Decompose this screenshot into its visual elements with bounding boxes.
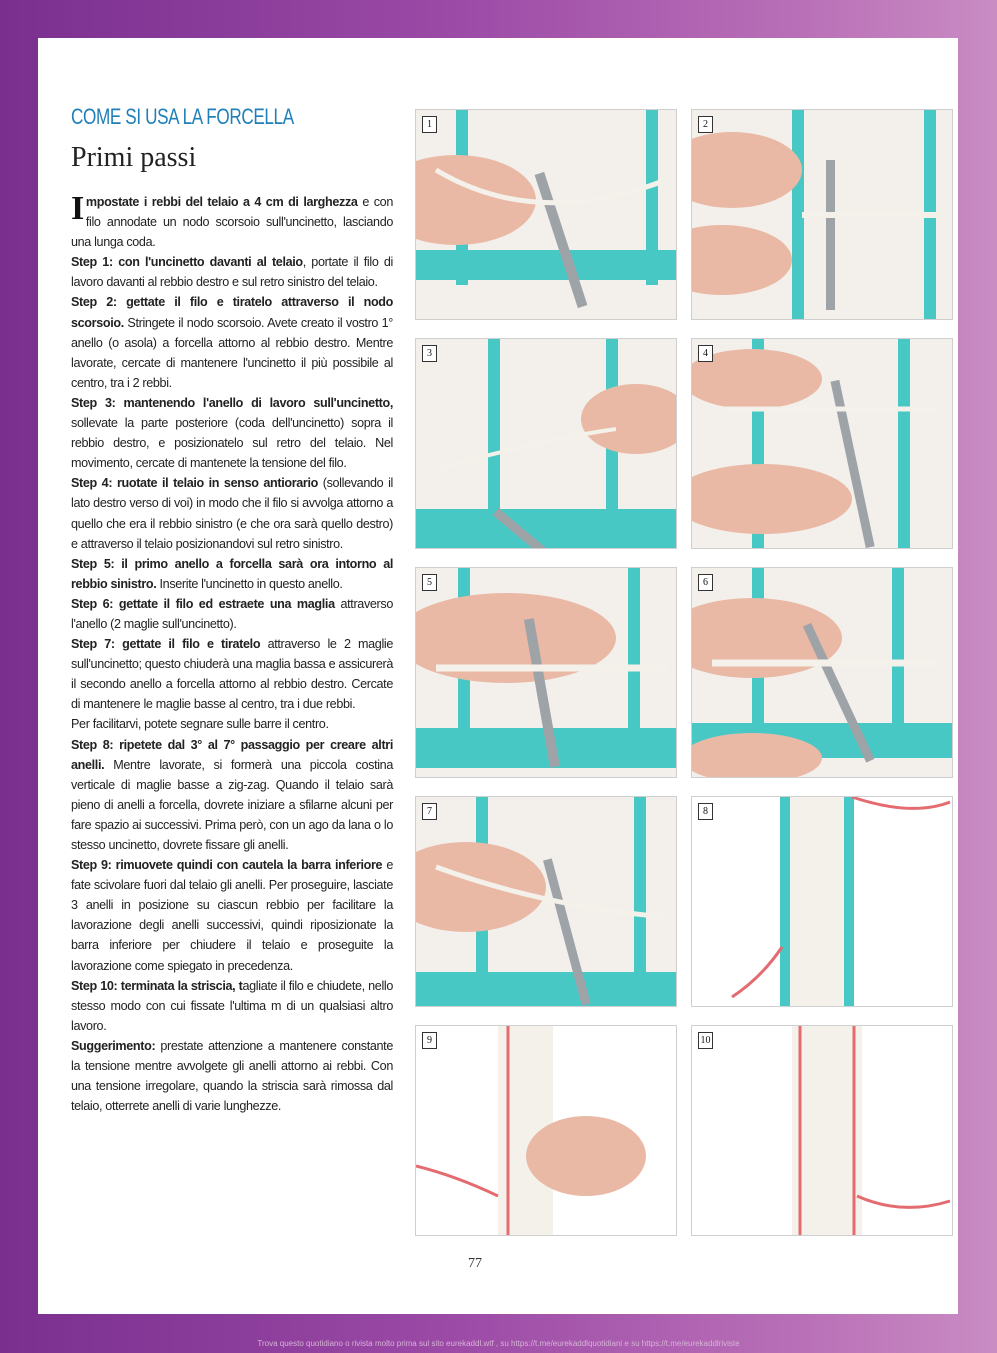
step-paragraph <box>71 473 393 553</box>
step-text: attraverso le 2 maglie sull'uncinetto; questo chiuderà una maglia bassa e assicurerà il secondo anello a forcella attorno al rebbio destro. Cercate di mantenere le maglie basse al centro, tra i due rebbi. <box>71 637 393 712</box>
step-paragraph <box>71 393 393 473</box>
footer-note: Trova questo quotidiano o rivista molto prima sul sito eurekaddl.wtf , su https://t.me/eurekaddlquotidiani e su https://t.me/eurekaddlriviste <box>257 1339 740 1348</box>
photo-number: 6 <box>698 574 713 591</box>
step-text: Stringete il nodo scorsoio. Avete creato il vostro 1° anello (o asola) a forcella attorno al rebbio destro. Mentre lavorate, cercate di mantenere l'uncinetto il più possibile al centro, tra i 2 rebbi. <box>71 315 393 390</box>
step-photo-5 <box>415 567 677 778</box>
intro-paragraph <box>71 192 393 252</box>
loom-photo-illustration <box>692 110 952 319</box>
step-photo-7 <box>415 796 677 1007</box>
step-photo-8 <box>691 796 953 1007</box>
step-photo-3 <box>415 338 677 549</box>
loom-photo-illustration <box>416 568 676 777</box>
step-paragraph <box>71 976 393 1036</box>
step-text: Mentre lavorate, si formerà una piccola costina verticale di maglie basse a zig-zag. Quando il telaio sarà pieno di anelli a forcella, dovrete iniziare a sfilarne alcuni per fare spazio ai successivi. Prima però, con un ago da lana o lo stesso uncinetto, dovrete fissare gli anelli. <box>71 757 393 852</box>
step-bold: Step 6: gettate il filo ed estraete una maglia <box>71 596 335 611</box>
step-paragraph <box>71 292 393 392</box>
step-text: sollevate la parte posteriore (coda dell'uncinetto) sopra il rebbio destro, e posizionatelo sul retro del telaio. Nel movimento, cercate di mantenete la tensione del filo. <box>71 416 393 471</box>
step-paragraph <box>71 594 393 634</box>
loom-photo-illustration <box>692 797 952 1006</box>
step-paragraph <box>71 634 393 714</box>
loom-photo-illustration <box>416 110 676 319</box>
intro-bold: mpostate i rebbi del telaio a 4 cm di larghezza <box>85 195 358 209</box>
tip-paragraph <box>71 1036 393 1116</box>
step-text: e fate scivolare fuori dal telaio gli anelli. Per proseguire, lasciate 3 anelli in posizione su ciascun rebbio per facilitare la lavorazione degli anelli successivi, quindi riposizionate la barra inferiore per chiudere il telaio e proseguite la lavorazione come spiegato in precedenza. <box>71 858 394 973</box>
tip-text: prestate attenzione a mantenere constante la tensione mentre avvolgete gli anelli attorno ai rebbi. Con una tensione irregolare, quando la striscia sarà rimossa dal telaio, otterrete anelli di varie lunghezze. <box>71 1038 393 1114</box>
loom-photo-illustration <box>692 339 952 548</box>
step-photo-2 <box>691 109 953 320</box>
step-bold: Step 7: gettate il filo e tiratelo <box>71 637 261 652</box>
photo-number: 10 <box>698 1032 713 1049</box>
step-bold: Step 10: terminata la striscia, t <box>71 978 243 993</box>
step-paragraph <box>71 714 393 734</box>
step-paragraph <box>71 855 393 976</box>
step-photo-6 <box>691 567 953 778</box>
tip-bold: Suggerimento: <box>71 1038 156 1053</box>
loom-photo-illustration <box>692 568 952 777</box>
photo-number: 5 <box>422 574 437 591</box>
step-text: Per facilitarvi, potete segnare sulle barre il centro. <box>71 717 329 732</box>
page-title: Primi passi <box>71 142 197 173</box>
step-bold: Step 5: il primo anello a forcella sarà ora intorno al rebbio sinistro. <box>71 556 393 591</box>
instructions-text <box>71 192 393 1116</box>
step-bold: Step 1: con l'uncinetto davanti al telaio <box>71 255 303 270</box>
step-bold: Step 4: ruotate il telaio in senso antiorario <box>71 476 318 491</box>
photo-number: 8 <box>698 803 713 820</box>
photo-number: 1 <box>422 116 437 133</box>
dropcap: I <box>71 190 84 227</box>
page-number: 77 <box>468 1256 482 1271</box>
step-text: (sollevando il lato destro verso di voi) in modo che il filo si avvolga attorno a quello che era il rebbio sinistro (e che ora sarà quello destro) e attraverso il telaio posizionandovi sul retro sinistro. <box>71 476 393 551</box>
step-paragraph <box>71 252 393 292</box>
loom-photo-illustration <box>416 339 676 548</box>
step-text: attraverso l'anello (2 maglie sull'uncinetto). <box>71 596 393 631</box>
loom-photo-illustration <box>416 797 676 1006</box>
loom-photo-illustration <box>692 1026 952 1235</box>
magazine-page <box>38 38 958 1314</box>
step-photo-1 <box>415 109 677 320</box>
photo-number: 2 <box>698 116 713 133</box>
step-bold: Step 9: rimuovete quindi con cautela la barra inferiore <box>71 858 383 873</box>
step-paragraph <box>71 735 393 856</box>
loom-photo-illustration <box>416 1026 676 1235</box>
step-bold: Step 3: mantenendo l'anello di lavoro sull'uncinetto, <box>71 395 393 410</box>
section-title: COME SI USA LA FORCELLA <box>71 104 294 129</box>
step-paragraph <box>71 554 393 594</box>
photo-number: 3 <box>422 345 437 362</box>
photo-number: 4 <box>698 345 713 362</box>
intro-text: e con filo annodate un nodo scorsoio sull'uncinetto, lasciando una lunga coda. <box>71 195 393 250</box>
photo-number: 7 <box>422 803 437 820</box>
step-photo-10 <box>691 1025 953 1236</box>
step-text: Inserite l'uncinetto in questo anello. <box>156 576 343 591</box>
step-text: , portate il filo di lavoro davanti al rebbio destro e sul retro sinistro del telaio. <box>71 255 393 290</box>
step-text: agliate il filo e chiudete, nello stesso modo con cui fissate l'ultima m di un qualsiasi altro lavoro. <box>71 978 393 1033</box>
photo-number: 9 <box>422 1032 437 1049</box>
step-photo-9 <box>415 1025 677 1236</box>
step-bold: Step 8: ripetete dal 3° al 7° passaggio per creare altri anelli. <box>71 737 393 772</box>
step-bold: Step 2: gettate il filo e tiratelo attraverso il nodo scorsoio. <box>71 295 393 330</box>
step-photo-4 <box>691 338 953 549</box>
